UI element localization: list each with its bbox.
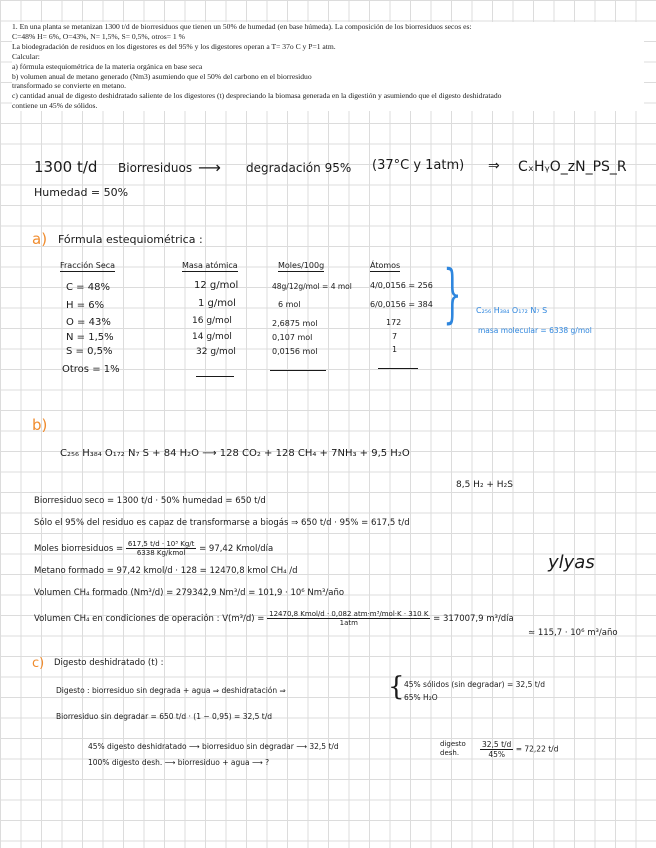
row-o-mass: 16 g/mol: [192, 316, 232, 326]
header-fraccion: Fracción Seca: [60, 261, 116, 270]
problem-line: c) cantidad anual de digesto deshidratado saliente de los digestores (t) despreciando la biomasa generada en la digestión y asumiendo que el digesto deshidratado: [12, 91, 502, 101]
row-n-fraction: N = 1,5%: [66, 332, 114, 343]
c-line-4: 100% digesto desh. ⟶ biorresiduo + agua ⟶ ?: [88, 758, 270, 767]
section-c-mark: c): [32, 656, 45, 671]
row-o-moles: 2,6875 mol: [272, 319, 318, 328]
b-line-3: [34, 540, 273, 557]
header-moles: Moles/100g: [278, 261, 325, 270]
section-b-mark: b): [32, 416, 48, 434]
c-result-numerator: 32,5 t/d: [482, 740, 512, 749]
row-c-mass: 12 g/mol: [194, 280, 239, 291]
result-formula: C₂₅₆ H₃₈₄ O₁₇₂ N₇ S: [476, 306, 548, 315]
flow-rate: 1300 t/d: [34, 158, 98, 176]
c-line-1: Digesto : biorresiduo sin degrada + agua ⇒ deshidratación ⇒: [56, 686, 286, 695]
problem-line: transformado se convierte en metano.: [12, 81, 127, 91]
row-n-moles: 0,107 mol: [272, 333, 313, 342]
degradation-label: degradación 95%: [246, 161, 352, 175]
conditions-label: (37°C y 1atm): [372, 158, 465, 173]
row-s-mass: 32 g/mol: [196, 347, 236, 357]
row-h-moles: 6 mol: [278, 300, 301, 309]
problem-line: C=48% H= 6%, O=43%, N= 1,5%, S= 0,5%, otros= 1 %: [12, 31, 185, 41]
implies-symbol: ⇒: [488, 158, 500, 174]
row-c-atoms: 4/0,0156 = 256: [370, 281, 433, 290]
problem-line: b) volumen anual de metano generado (Nm3) asumiendo que el 50% del carbono en el biorresiduo: [12, 71, 312, 81]
section-a-title: Fórmula estequiométrica :: [58, 233, 203, 246]
moles-numerator: 617,5 t/d · 10³ Kg/t: [127, 540, 195, 548]
c-result-fraction: [480, 740, 513, 759]
header-atomos: Átomos: [370, 261, 401, 270]
c-line-3: 45% digesto deshidratado ⟶ biorresiduo sin degradar ⟶ 32,5 t/d: [88, 742, 339, 751]
problem-line: La biodegradación de residuos en los digestores es del 95% y los digestores operan a T= 37o C y P=1 atm.: [12, 41, 336, 51]
c-brace-icon: {: [388, 672, 405, 702]
row-o-fraction: O = 43%: [66, 317, 111, 328]
c-result-label: digesto desh.: [440, 740, 466, 757]
volume-numerator: 12470,8 Kmol/d · 0,082 atm·m³/mol·K · 310 K: [269, 610, 429, 618]
result-mass: masa molecular = 6338 g/mol: [478, 326, 592, 335]
c-line-1b: 65% H₂O: [404, 693, 438, 702]
row-s-fraction: S = 0,5%: [66, 346, 113, 357]
problem-line: a) fórmula estequiométrica de la materia orgánica en base seca: [12, 61, 203, 71]
row-h-atoms: 6/0,0156 = 384: [370, 300, 433, 309]
volume-fraction: [267, 610, 430, 627]
reaction-equation: C₂₅₆ H₃₈₄ O₁₇₂ N₇ S + 84 H₂O ⟶ 128 CO₂ + 128 CH₄ + 7NH₃ + 9,5 H₂O: [60, 448, 410, 459]
sum-line: [270, 370, 326, 371]
row-h-fraction: H = 6%: [66, 300, 105, 311]
volume-result: = 317007,9 m³/día: [433, 614, 514, 624]
b-line-6: [34, 610, 514, 627]
problem-statement: [12, 22, 644, 111]
reaction-arrow: ⟶: [198, 158, 221, 177]
row-s-moles: 0,0156 mol: [272, 347, 318, 356]
humedad-label: Humedad = 50%: [34, 186, 129, 199]
header-masa: Masa atómica: [182, 261, 238, 270]
general-formula: CₓHᵧO_zN_PS_R: [518, 159, 627, 175]
c-line-1a: 45% sólidos (sin degradar) = 32,5 t/d: [404, 680, 545, 689]
row-c-fraction: C = 48%: [66, 282, 110, 293]
sum-line: [196, 376, 234, 377]
row-s-atoms: 1: [392, 345, 398, 354]
row-c-moles: 48g/12g/mol = 4 mol: [272, 282, 352, 291]
moles-result: = 97,42 Kmol/día: [199, 544, 274, 554]
c-line-2: Biorresiduo sin degradar = 650 t/d · (1 − 0,95) = 32,5 t/d: [56, 712, 273, 721]
row-otros-fraction: Otros = 1%: [62, 364, 120, 375]
moles-denominator: 6338 Kg/kmol: [136, 549, 186, 557]
c-result: [480, 740, 558, 759]
moles-label: Moles biorresiduos =: [34, 544, 124, 554]
c-result-value: = 72,22 t/d: [515, 744, 559, 754]
c-result-denominator: 45%: [488, 750, 505, 759]
b-line-5: Volumen CH₄ formado (Nm³/d) = 279342,9 Nm³/d = 101,9 · 10⁶ Nm³/año: [34, 588, 345, 598]
b-line-2: Sólo el 95% del residuo es capaz de transformarse a biogás ⇒ 650 t/d · 95% = 617,5 t/d: [34, 518, 410, 528]
biorresiduos-label: Biorresiduos: [118, 161, 193, 175]
b-line-4: Metano formado = 97,42 kmol/d · 128 = 12470,8 kmol CH₄ /d: [34, 566, 298, 576]
volume-result-annual: ≃ 115,7 · 10⁶ m³/año: [528, 628, 618, 638]
side-products: 8,5 H₂ + H₂S: [456, 480, 513, 490]
sum-line: [378, 368, 418, 369]
section-a-mark: a): [32, 230, 48, 248]
brace-icon: }: [443, 257, 462, 331]
row-n-mass: 14 g/mol: [192, 332, 232, 342]
row-o-atoms: 172: [386, 318, 402, 327]
moles-fraction: [126, 540, 197, 557]
problem-line: 1. En una planta se metanizan 1300 t/d de biorresiduos que tienen un 50% de humedad (en base húmeda). La composición de los biorresiduos secos es:: [12, 22, 472, 31]
problem-line: contiene un 45% de sólidos.: [12, 101, 98, 111]
b-line-1: Biorresiduo seco = 1300 t/d · 50% humedad = 650 t/d: [34, 496, 266, 506]
volume-denominator: 1atm: [339, 619, 358, 627]
row-n-atoms: 7: [392, 332, 398, 341]
row-h-mass: 1 g/mol: [198, 298, 236, 309]
signature: ylyas: [548, 552, 595, 573]
volume-label: Volumen CH₄ en condiciones de operación : V(m³/d) =: [34, 614, 265, 624]
section-c-title: Digesto deshidratado (t) :: [54, 658, 164, 668]
problem-line: Calcular:: [12, 51, 40, 61]
